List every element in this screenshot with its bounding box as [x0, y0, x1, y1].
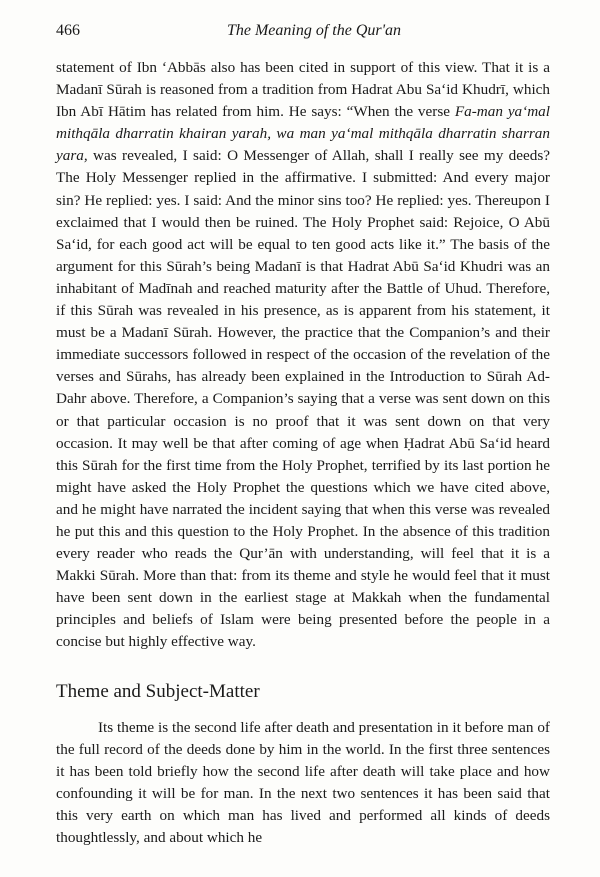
body-paragraph — [56, 57, 550, 654]
text-segment: statement of Ibn ‘Abbās also has been cited in support of this view. That it is a Madanī Sūrah is reasoned from a tradition from Hadrat Abu Sa‘id Khudrī, which Ibn Abī Hātim has related from him. He says: “When the verse — [56, 59, 550, 121]
running-head: The Meaning of the Qur'an — [226, 22, 402, 39]
transliterated-verse: Fa-man ya‘mal mithqāla dharratin khairan yarah, wa man ya‘mal mithqāla dharratin sharran yara, — [56, 103, 550, 165]
theme-paragraph — [56, 717, 550, 850]
page-number: 466 — [56, 22, 80, 39]
page-header — [56, 22, 544, 46]
paragraph-text — [56, 57, 550, 654]
text-segment: was revealed, I said: O Messenger of Allah, shall I really see my deeds? The Holy Messenger replied in the affirmative. I submitted: And every major sin? He replied: yes. I said: And the minor sins too? He replied: yes. Thereupon I exclaimed that I would then be ruined. The Holy Prophet said: Rejoice, O Abū Sa‘id, for each good act will be equal to ten good acts like it.” The basis of the argument for this Sūrah’s being Madanī is that Hadrat Abū Sa‘id Khudri was an inhabitant of Madīnah and reached maturity after the Battle of Uhud. Therefore, if this Sūrah was revealed in his presence, as is apparent from his statement, it must be a Madanī Sūrah. However, the practice that the Companion’s and their immediate successors followed in respect of the occasion of the revelation of the verses and Sūrahs, has already been explained in the Introduction to Sūrah Ad-Dahr above. Therefore, a Companion’s saying that a verse was sent down on this or that particular occasion is no proof that it was sent down on that very occasion. It may well be that after coming of age when Ḥadrat Abū Sa‘id heard this Sūrah for the first time from the Holy Prophet, terrified by its last portion he might have asked the Holy Prophet the questions which we have cited above, and he might have narrated the incident saying that when this verse was revealed he put this and this question to the Holy Prophet. In the absence of this tradition every reader who reads the Qur’ān with understanding, will feel that it is a Makki Sūrah. More than that: from its theme and style he would feel that it must have been sent down in the earliest stage at Makkah when the fundamental principles and beliefs of Islam were being presented before the people in a concise but highly effective way. — [56, 147, 550, 651]
paragraph-text: Its theme is the second life after death and presentation in it before man of the full record of the deeds done by him in the world. In the first three sentences it has been told briefly how the second life after death will take place and how confounding it will be for man. In the next two sentences it has been said that this very earth on which man has lived and performed all kinds of deeds thoughtlessly, and about which he — [56, 719, 550, 847]
section-heading: Theme and Subject-Matter — [56, 681, 260, 702]
